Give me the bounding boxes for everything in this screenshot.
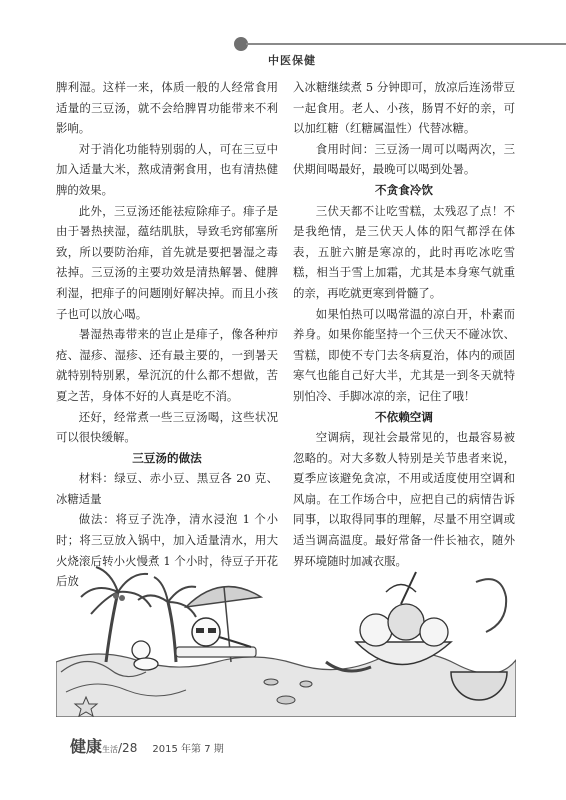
section-title: 中医保健: [268, 54, 316, 67]
dog-icon: [132, 641, 158, 670]
subheading-cold-drinks: 不贪食冷饮: [375, 182, 433, 197]
paragraph: 还好，经常煮一些三豆汤喝，这些状况可以很快缓解。: [56, 409, 278, 445]
left-column: [56, 77, 278, 592]
wave-icon: [476, 579, 506, 632]
magazine-logo-sub: 生活: [102, 745, 119, 754]
paragraph: 此外，三豆汤还能祛痘除痱子。痱子是由于暑热挟湿，蕴结肌肤，导致毛窍郁塞所致，所以要防治痱，首先就是要把暑湿之毒祛掉。三豆汤的主要功效是清热解暑、健脾利湿，把痱子的问题刚好解决掉。而且小孩子也可以放心喝。: [56, 203, 278, 321]
magazine-logo: 健康: [70, 737, 103, 756]
paragraph: 如果怕热可以喝常温的凉白开，朴素而养身。如果你能坚持一个三伏天不碰冰饮、雪糕，即使不专门去冬病夏治，体内的顽固寒气也能自己好大半，尤其是一到冬天就特别怕冷、手脚冰凉的亲，记住了哦！: [293, 306, 515, 403]
paragraph: 空调病，现社会最常见的，也最容易被忽略的。对大多数人特别是关节患者来说，夏季应该避免贪凉，不用或适度使用空调和风扇。在工作场合中，应把自己的病情告诉同事，以取得同事的理解，尽量不用空调或适当调高温度。最好常备一件长袖衣，随外界环境随时加减衣服。: [293, 430, 515, 568]
paragraph: 对于消化功能特别弱的人，可在三豆中加入适量大米，熬成清粥食用，也有清热健脾的效果。: [56, 141, 278, 197]
paragraph: 入冰糖继续煮 5 分钟即可，放凉后连汤带豆一起食用。老人、小孩，肠胃不好的亲，可以加红糖（红糖属温性）代替冰糖。: [293, 80, 515, 136]
sunbathing-person-icon: [176, 618, 256, 657]
subheading-recipe: 三豆汤的做法: [132, 450, 202, 465]
paragraph: 三伏天都不让吃雪糕，太残忍了点！不是我绝情，是三伏天人体的阳气都浮在体表，五脏六腑是寒凉的，此时再吃冰吃雪糕，相当于雪上加霜，尤其是本身寒气就重的亲，再吃就更寒到骨髓了。: [293, 203, 515, 300]
paragraph: 暑湿热毒带来的岂止是痱子，像各种疖疮、湿疹、湿疹、还有最主要的，一到暑天就特别特别累，晕沉沉的什么都不想做，苦夏之苦，身体不好的人真是吃不消。: [56, 327, 278, 403]
right-column: [293, 77, 515, 571]
header-divider: [246, 43, 566, 45]
paragraph-ingredients: 材料：绿豆、赤小豆、黑豆各 20 克、冰糖适量: [56, 471, 278, 506]
page-number: /28: [118, 741, 138, 755]
paragraph-method: 做法：将豆子洗净，清水浸泡 1 个小时；将三豆放入锅中，加入适量清水，用大火烧滚后转小火慢煮 1 个小时，待豆子开花后放: [56, 512, 278, 589]
paragraph: 脾利湿。这样一来，体质一般的人经常食用适量的三豆汤，就不会给脾胃功能带来不利影响。: [56, 80, 278, 136]
ice-cream-bowl-icon: [356, 572, 451, 665]
issue-label: 2015 年第 7 期: [152, 744, 224, 755]
page-footer: [70, 734, 224, 757]
subheading-air-conditioning: 不依赖空调: [375, 409, 433, 424]
paragraph: 食用时间：三豆汤一周可以喝两次，三伏期间喝最好，最晚可以喝到处暑。: [293, 141, 515, 177]
summer-beach-illustration: [56, 552, 516, 717]
